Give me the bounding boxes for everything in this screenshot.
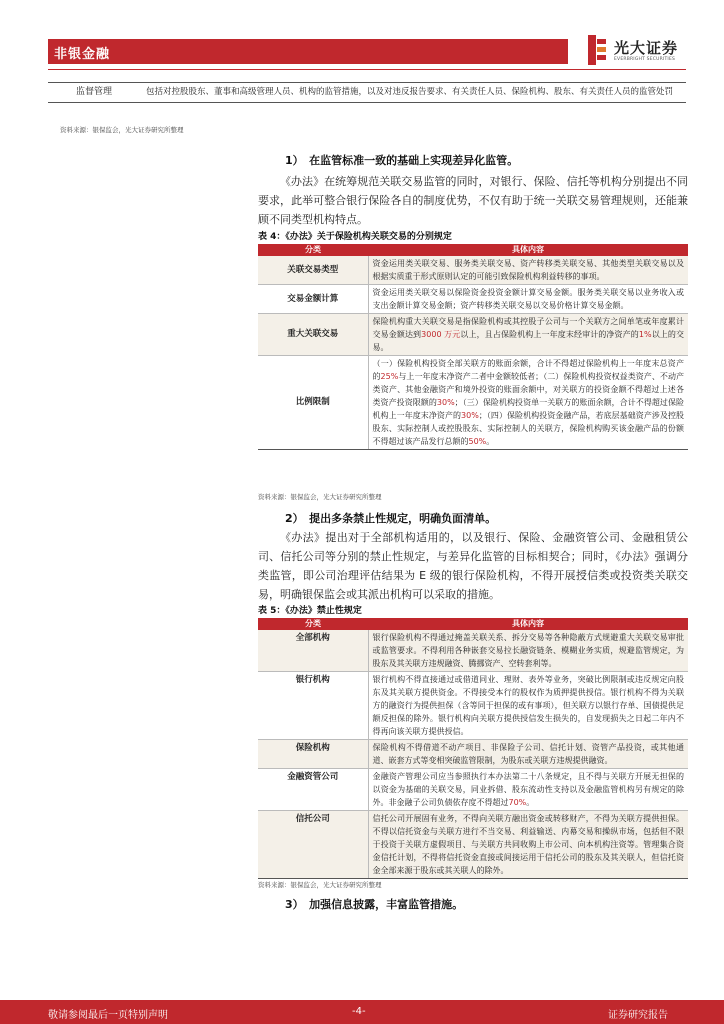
table-row — [258, 285, 688, 314]
row-category: 保险机构 — [258, 740, 368, 769]
row-category: 关联交易类型 — [258, 256, 368, 285]
table-row — [48, 83, 686, 103]
table-row — [258, 811, 688, 879]
brand-logo — [586, 35, 686, 67]
section-heading: 1） 在监管标准一致的基础上实现差异化监管。 — [285, 154, 519, 167]
logo-text: 光大证券 — [614, 39, 679, 57]
row-content: （一）保险机构投资全部关联方的账面余额，合计不得超过保险机构上一年度末总资产的25%与上一年度末净资产二者中金额较低者；（二）保险机构投资权益类资产、不动产类资产、其他金融资产和境外投资的账面余额中，对关联方的投资金额不得超过上述各类资产投资限额的30%；（三）保险机构投资单一关联方的账面余额，合计不得超过保险机构上一年度末净资产的30%；（四）保险机构投资金融产品，若底层基础资产涉及控股股东、实际控制人或控股股东、实际控制人的关联方，保险机构购买该金融产品的份额不得超过该产品发行总额的50%。 — [368, 356, 688, 450]
row-category: 比例限制 — [258, 356, 368, 450]
row-content: 资金运用类关联交易、服务类关联交易、资产转移类关联交易、其他类型关联交易以及根据实质重于形式原则认定的可能引致保险机构利益转移的事项。 — [368, 256, 688, 285]
logo-subtext: EVERBRIGHT SECURITIES — [614, 57, 676, 62]
table-header-row — [258, 244, 688, 256]
table-row — [258, 356, 688, 450]
report-type: 证券研究报告 — [608, 1010, 668, 1021]
row-category: 金融资管公司 — [258, 769, 368, 811]
highlight-value: 30% — [436, 398, 455, 407]
row-category: 交易金额计算 — [258, 285, 368, 314]
table-row — [258, 672, 688, 740]
continued-table — [48, 82, 686, 103]
table-4 — [258, 244, 688, 450]
row-category: 重大关联交易 — [258, 314, 368, 356]
column-header: 分类 — [258, 618, 368, 630]
highlight-value: 3000 万元 — [421, 330, 461, 339]
highlight-value: 30% — [461, 411, 479, 420]
row-content: 信托公司开展固有业务，不得向关联方融出资金或转移财产，不得为关联方提供担保。不得以信托资金与关联方进行不当交易、利益输送、内幕交易和操纵市场，包括但不限于投资于关联方虚假项目、与关联方共同收购上市公司、向本机构注资等。管理集合资金信托计划，不得将信托资金直接或间接运用于信托公司的股东及其关联人，但信托资金全部来源于股东或其关联人的除外。 — [368, 811, 688, 879]
source-note: 资料来源：银保监会，光大证券研究所整理 — [258, 493, 382, 501]
body-paragraph: 《办法》提出对于全部机构适用的，以及银行、保险、金融资管公司、金融租赁公司、信托公司等分别的禁止性规定，与差异化监管的目标相契合；同时，《办法》强调分类监管，即公司治理评估结果为 E 级的银行保险机构，不得开展授信类或投资类关联交易，明确银保监会或其派出机构可以采取的措施。 — [258, 531, 688, 601]
table-row — [258, 740, 688, 769]
row-content: 银行机构不得直接通过或借道同业、理财、表外等业务，突破比例限制或违反规定向股东及其关联方提供资金。不得接受本行的股权作为质押提供授信。银行机构不得为关联方的融资行为提供担保（含等同于担保的或有事项），但关联方以银行存单、国债提供足额反担保的除外。银行机构向关联方提供授信发生损失的，自发现损失之日起二年内不得再向该关联方提供授信。 — [368, 672, 688, 740]
body-paragraph: 《办法》在统筹规范关联交易监管的同时，对银行、保险、信托等机构分别提出不同要求，此举可整合银行保险各自的制度优势，不仅有助于统一关联交易管理规则，还能兼顾不同类型机构特点。 — [258, 175, 688, 226]
disclaimer-link[interactable]: 敬请参阅最后一页特别声明 — [48, 1010, 168, 1021]
table-row — [258, 769, 688, 811]
row-category: 全部机构 — [258, 630, 368, 672]
table-title: 表 4：《办法》关于保险机构关联交易的分别规定 — [258, 232, 452, 242]
table-header-row — [258, 618, 688, 630]
row-category: 银行机构 — [258, 672, 368, 740]
table-title: 表 5：《办法》禁止性规定 — [258, 606, 362, 616]
column-header: 具体内容 — [368, 618, 688, 630]
column-header: 分类 — [258, 244, 368, 256]
row-category: 信托公司 — [258, 811, 368, 879]
everbright-logo-icon — [586, 35, 608, 65]
section-heading: 3） 加强信息披露，丰富监管措施。 — [285, 898, 464, 911]
table-5 — [258, 618, 688, 879]
row-content: 金融资产管理公司应当参照执行本办法第二十八条规定，且不得与关联方开展无担保的以资金为基础的关联交易，同业拆借、股东流动性支持以及金融监管机构另有规定的除外。非金融子公司负债依存度不得超过70%。 — [368, 769, 688, 811]
section-heading: 2） 提出多条禁止性规定，明确负面清单。 — [285, 512, 497, 525]
highlight-value: 50% — [468, 437, 487, 446]
table-row — [258, 630, 688, 672]
table-cell-value: 包括对控股股东、董事和高级管理人员、机构的监管措施，以及对违反报告要求、有关责任人员、保险机构、股东、有关责任人员的监管处罚 — [140, 83, 686, 103]
source-note: 资料来源：银保监会，光大证券研究所整理 — [60, 126, 184, 134]
column-header: 具体内容 — [368, 244, 688, 256]
highlight-value: 1% — [638, 330, 652, 339]
section-title: 非银金融 — [54, 47, 111, 62]
highlight-value: 25% — [380, 372, 399, 381]
header-rule — [48, 69, 686, 70]
table-row — [258, 256, 688, 285]
table-row — [258, 314, 688, 356]
row-content: 保险机构重大关联交易是指保险机构或其控股子公司与一个关联方之间单笔或年度累计交易金额达到3000 万元以上，且占保险机构上一年度末经审计的净资产的1%以上的交易。 — [368, 314, 688, 356]
row-content: 资金运用类关联交易以保险资金投资金额计算交易金额。服务类关联交易以业务收入或支出金额计算交易金额；资产转移类关联交易以交易价格计算交易金额。 — [368, 285, 688, 314]
row-content: 保险机构不得借道不动产项目、非保险子公司、信托计划、资管产品投资，或其他通道、嵌套方式等变相突破监管限制，为股东或关联方违规提供融资。 — [368, 740, 688, 769]
header-bar — [48, 39, 568, 64]
row-content: 银行保险机构不得通过掩盖关联关系、拆分交易等各种隐蔽方式规避重大关联交易审批或监管要求。不得利用各种嵌套交易拉长融资链条、模糊业务实质，规避监管规定，为股东及其关联方违规融资、腾挪资产、空转套利等。 — [368, 630, 688, 672]
page-number: -4- — [352, 1006, 366, 1017]
source-note: 资料来源：银保监会，光大证券研究所整理 — [258, 881, 382, 889]
table-cell-key: 监督管理 — [48, 83, 140, 103]
highlight-value: 70% — [508, 798, 527, 807]
